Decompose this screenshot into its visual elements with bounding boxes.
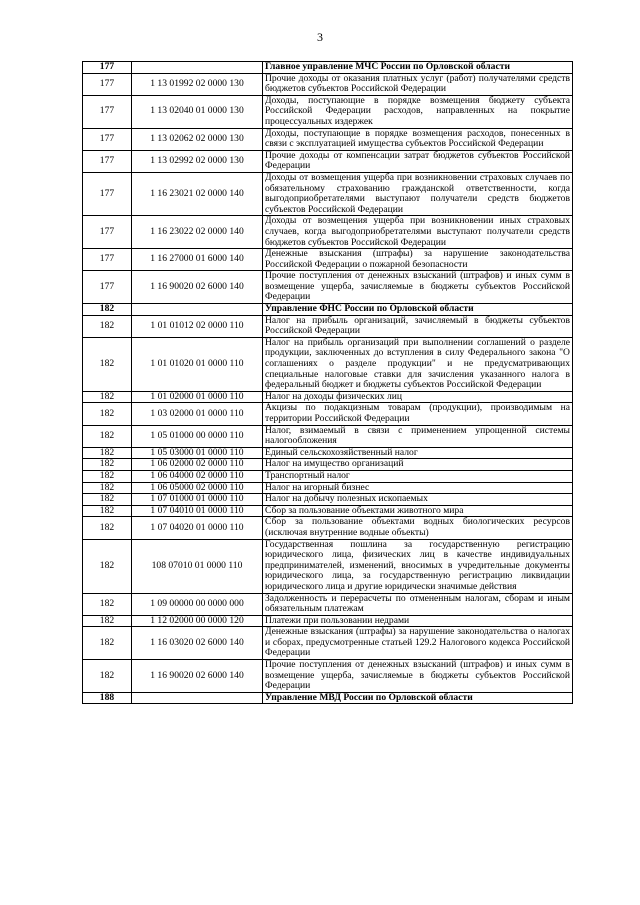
table-row — [83, 95, 573, 128]
revenue-code-cell: 1 16 03020 02 6000 140 — [132, 627, 263, 660]
revenue-code-cell — [132, 692, 263, 704]
administrator-code-cell: 182 — [83, 391, 132, 403]
revenue-name-cell: Доходы, поступающие в порядке возмещения бюджету субъекта Российской Федерации расходов, направленных на покрытие процессуальных издержек — [263, 95, 573, 128]
table-row — [83, 615, 573, 627]
table-row — [83, 172, 573, 215]
revenue-code-cell: 1 06 05000 02 0000 110 — [132, 482, 263, 494]
revenue-name-cell: Главное управление МЧС России по Орловской области — [263, 62, 573, 74]
revenue-name-cell: Денежные взыскания (штрафы) за нарушение законодательства Российской Федерации о пожарной безопасности — [263, 249, 573, 271]
table-row — [83, 425, 573, 447]
administrator-code-cell: 182 — [83, 459, 132, 471]
revenue-code-cell: 1 01 02000 01 0000 110 — [132, 391, 263, 403]
revenue-name-cell: Транспортный налог — [263, 470, 573, 482]
revenue-code-cell: 1 16 90020 02 6000 140 — [132, 660, 263, 693]
revenue-codes-table — [82, 61, 573, 704]
revenue-code-cell: 1 16 27000 01 6000 140 — [132, 249, 263, 271]
administrator-code-cell: 182 — [83, 470, 132, 482]
revenue-code-cell: 1 07 04010 01 0000 110 — [132, 505, 263, 517]
administrator-code-cell: 182 — [83, 447, 132, 459]
revenue-name-cell: Управление МВД России по Орловской области — [263, 692, 573, 704]
revenue-code-cell: 1 07 04020 01 0000 110 — [132, 517, 263, 539]
revenue-code-cell: 1 13 01992 02 0000 130 — [132, 73, 263, 95]
table-row — [83, 249, 573, 271]
administrator-code-cell: 182 — [83, 337, 132, 391]
table-row — [83, 403, 573, 425]
revenue-name-cell: Акцизы по подакцизным товарам (продукции), производимым на территории Российской Федерации — [263, 403, 573, 425]
revenue-name-cell: Платежи при пользовании недрами — [263, 615, 573, 627]
revenue-code-cell: 1 13 02992 02 0000 130 — [132, 150, 263, 172]
table-row — [83, 73, 573, 95]
revenue-code-cell — [132, 304, 263, 316]
revenue-name-cell: Денежные взыскания (штрафы) за нарушение законодательства о налогах и сборах, предусмотренные статьей 129.2 Налогового кодекса Российской Федерации — [263, 627, 573, 660]
revenue-name-cell: Налог, взимаемый в связи с применением упрощенной системы налогообложения — [263, 425, 573, 447]
administrator-code-cell: 177 — [83, 172, 132, 215]
administrator-code-cell: 177 — [83, 128, 132, 150]
administrator-code-cell: 182 — [83, 403, 132, 425]
administrator-code-cell: 182 — [83, 494, 132, 506]
revenue-name-cell: Налог на имущество организаций — [263, 459, 573, 471]
table-row — [83, 482, 573, 494]
table-row — [83, 539, 573, 593]
table-row — [83, 627, 573, 660]
revenue-name-cell: Прочие доходы от компенсации затрат бюджетов субъектов Российской Федерации — [263, 150, 573, 172]
table-row — [83, 337, 573, 391]
table-row — [83, 593, 573, 615]
revenue-code-cell: 1 03 02000 01 0000 110 — [132, 403, 263, 425]
administrator-code-cell: 188 — [83, 692, 132, 704]
revenue-code-cell: 108 07010 01 0000 110 — [132, 539, 263, 593]
table-row — [83, 459, 573, 471]
administrator-code-cell: 182 — [83, 593, 132, 615]
revenue-code-cell: 1 16 90020 02 6000 140 — [132, 271, 263, 304]
revenue-name-cell: Задолженность и перерасчеты по отмененным налогам, сборам и иным обязательным платежам — [263, 593, 573, 615]
revenue-name-cell: Прочие доходы от оказания платных услуг (работ) получателями средств бюджетов субъектов Российской Федерации — [263, 73, 573, 95]
administrator-code-cell: 182 — [83, 660, 132, 693]
revenue-code-cell: 1 05 01000 00 0000 110 — [132, 425, 263, 447]
revenue-name-cell: Прочие поступления от денежных взысканий (штрафов) и иных сумм в возмещение ущерба, зачисляемые в бюджеты субъектов Российской Федерации — [263, 660, 573, 693]
revenue-code-cell: 1 12 02000 00 0000 120 — [132, 615, 263, 627]
table-row — [83, 505, 573, 517]
table-section-header-row — [83, 304, 573, 316]
revenue-name-cell: Управление ФНС России по Орловской области — [263, 304, 573, 316]
revenue-name-cell: Доходы от возмещения ущерба при возникновении иных страховых случаев, когда выгодоприобретателями выступают получатели средств бюджетов субъектов Российской Федерации — [263, 216, 573, 249]
revenue-code-cell: 1 07 01000 01 0000 110 — [132, 494, 263, 506]
administrator-code-cell: 177 — [83, 95, 132, 128]
administrator-code-cell: 182 — [83, 517, 132, 539]
revenue-name-cell: Налог на прибыль организаций при выполнении соглашений о разделе продукции, заключенных до вступления в силу Федерального закона "О соглашениях о разделе продукции" и не предусматривающих специальные налоговые ставки для зачисления указанного налога в федеральный бюджет и бюджеты субъектов Российской Федерации — [263, 337, 573, 391]
administrator-code-cell: 177 — [83, 249, 132, 271]
revenue-name-cell: Государственная пошлина за государственную регистрацию юридического лица, физических лиц в качестве индивидуальных предпринимателей, изменений, вносимых в учредительные документы юридического лица, за государственную регистрацию ликвидации юридического лица и другие юридически значимые действия — [263, 539, 573, 593]
revenue-code-cell: 1 09 00000 00 0000 000 — [132, 593, 263, 615]
revenue-name-cell: Налог на добычу полезных ископаемых — [263, 494, 573, 506]
table-row — [83, 216, 573, 249]
revenue-code-cell: 1 06 02000 02 0000 110 — [132, 459, 263, 471]
revenue-name-cell: Сбор за пользование объектами водных биологических ресурсов (исключая внутренние водные объекты) — [263, 517, 573, 539]
revenue-code-cell: 1 01 01012 02 0000 110 — [132, 315, 263, 337]
table-row — [83, 494, 573, 506]
administrator-code-cell: 177 — [83, 271, 132, 304]
table-section-header-row — [83, 62, 573, 74]
table-row — [83, 447, 573, 459]
table-row — [83, 517, 573, 539]
administrator-code-cell: 177 — [83, 62, 132, 74]
revenue-name-cell: Единый сельскохозяйственный налог — [263, 447, 573, 459]
table-row — [83, 150, 573, 172]
administrator-code-cell: 182 — [83, 482, 132, 494]
revenue-name-cell: Доходы, поступающие в порядке возмещения расходов, понесенных в связи с эксплуатацией имущества субъектов Российской Федерации — [263, 128, 573, 150]
revenue-name-cell: Налог на доходы физических лиц — [263, 391, 573, 403]
administrator-code-cell: 182 — [83, 539, 132, 593]
table-row — [83, 470, 573, 482]
revenue-code-cell: 1 16 23022 02 0000 140 — [132, 216, 263, 249]
revenue-name-cell: Сбор за пользование объектами животного мира — [263, 505, 573, 517]
revenue-code-cell: 1 01 01020 01 0000 110 — [132, 337, 263, 391]
revenue-code-cell: 1 06 04000 02 0000 110 — [132, 470, 263, 482]
administrator-code-cell: 182 — [83, 505, 132, 517]
table-row — [83, 391, 573, 403]
revenue-name-cell: Прочие поступления от денежных взысканий (штрафов) и иных сумм в возмещение ущерба, зачисляемые в бюджеты субъектов Российской Федерации — [263, 271, 573, 304]
revenue-name-cell: Налог на прибыль организаций, зачисляемый в бюджеты субъектов Российской Федерации — [263, 315, 573, 337]
administrator-code-cell: 182 — [83, 627, 132, 660]
revenue-code-cell: 1 05 03000 01 0000 110 — [132, 447, 263, 459]
administrator-code-cell: 182 — [83, 304, 132, 316]
page-number: 3 — [317, 30, 323, 44]
table-row — [83, 128, 573, 150]
revenue-code-cell: 1 16 23021 02 0000 140 — [132, 172, 263, 215]
table-row — [83, 271, 573, 304]
administrator-code-cell: 177 — [83, 73, 132, 95]
table-row — [83, 315, 573, 337]
administrator-code-cell: 182 — [83, 425, 132, 447]
administrator-code-cell: 177 — [83, 150, 132, 172]
table-section-header-row — [83, 692, 573, 704]
table-row — [83, 660, 573, 693]
revenue-code-cell: 1 13 02062 02 0000 130 — [132, 128, 263, 150]
administrator-code-cell: 182 — [83, 615, 132, 627]
revenue-code-cell — [132, 62, 263, 74]
revenue-name-cell: Налог на игорный бизнес — [263, 482, 573, 494]
administrator-code-cell: 177 — [83, 216, 132, 249]
revenue-code-cell: 1 13 02040 01 0000 130 — [132, 95, 263, 128]
administrator-code-cell: 182 — [83, 315, 132, 337]
revenue-name-cell: Доходы от возмещения ущерба при возникновении страховых случаев по обязательному страхованию гражданской ответственности, когда выгодоприобретателями выступают получатели средств бюджетов субъектов Российской Федерации — [263, 172, 573, 215]
table-body — [83, 62, 573, 704]
